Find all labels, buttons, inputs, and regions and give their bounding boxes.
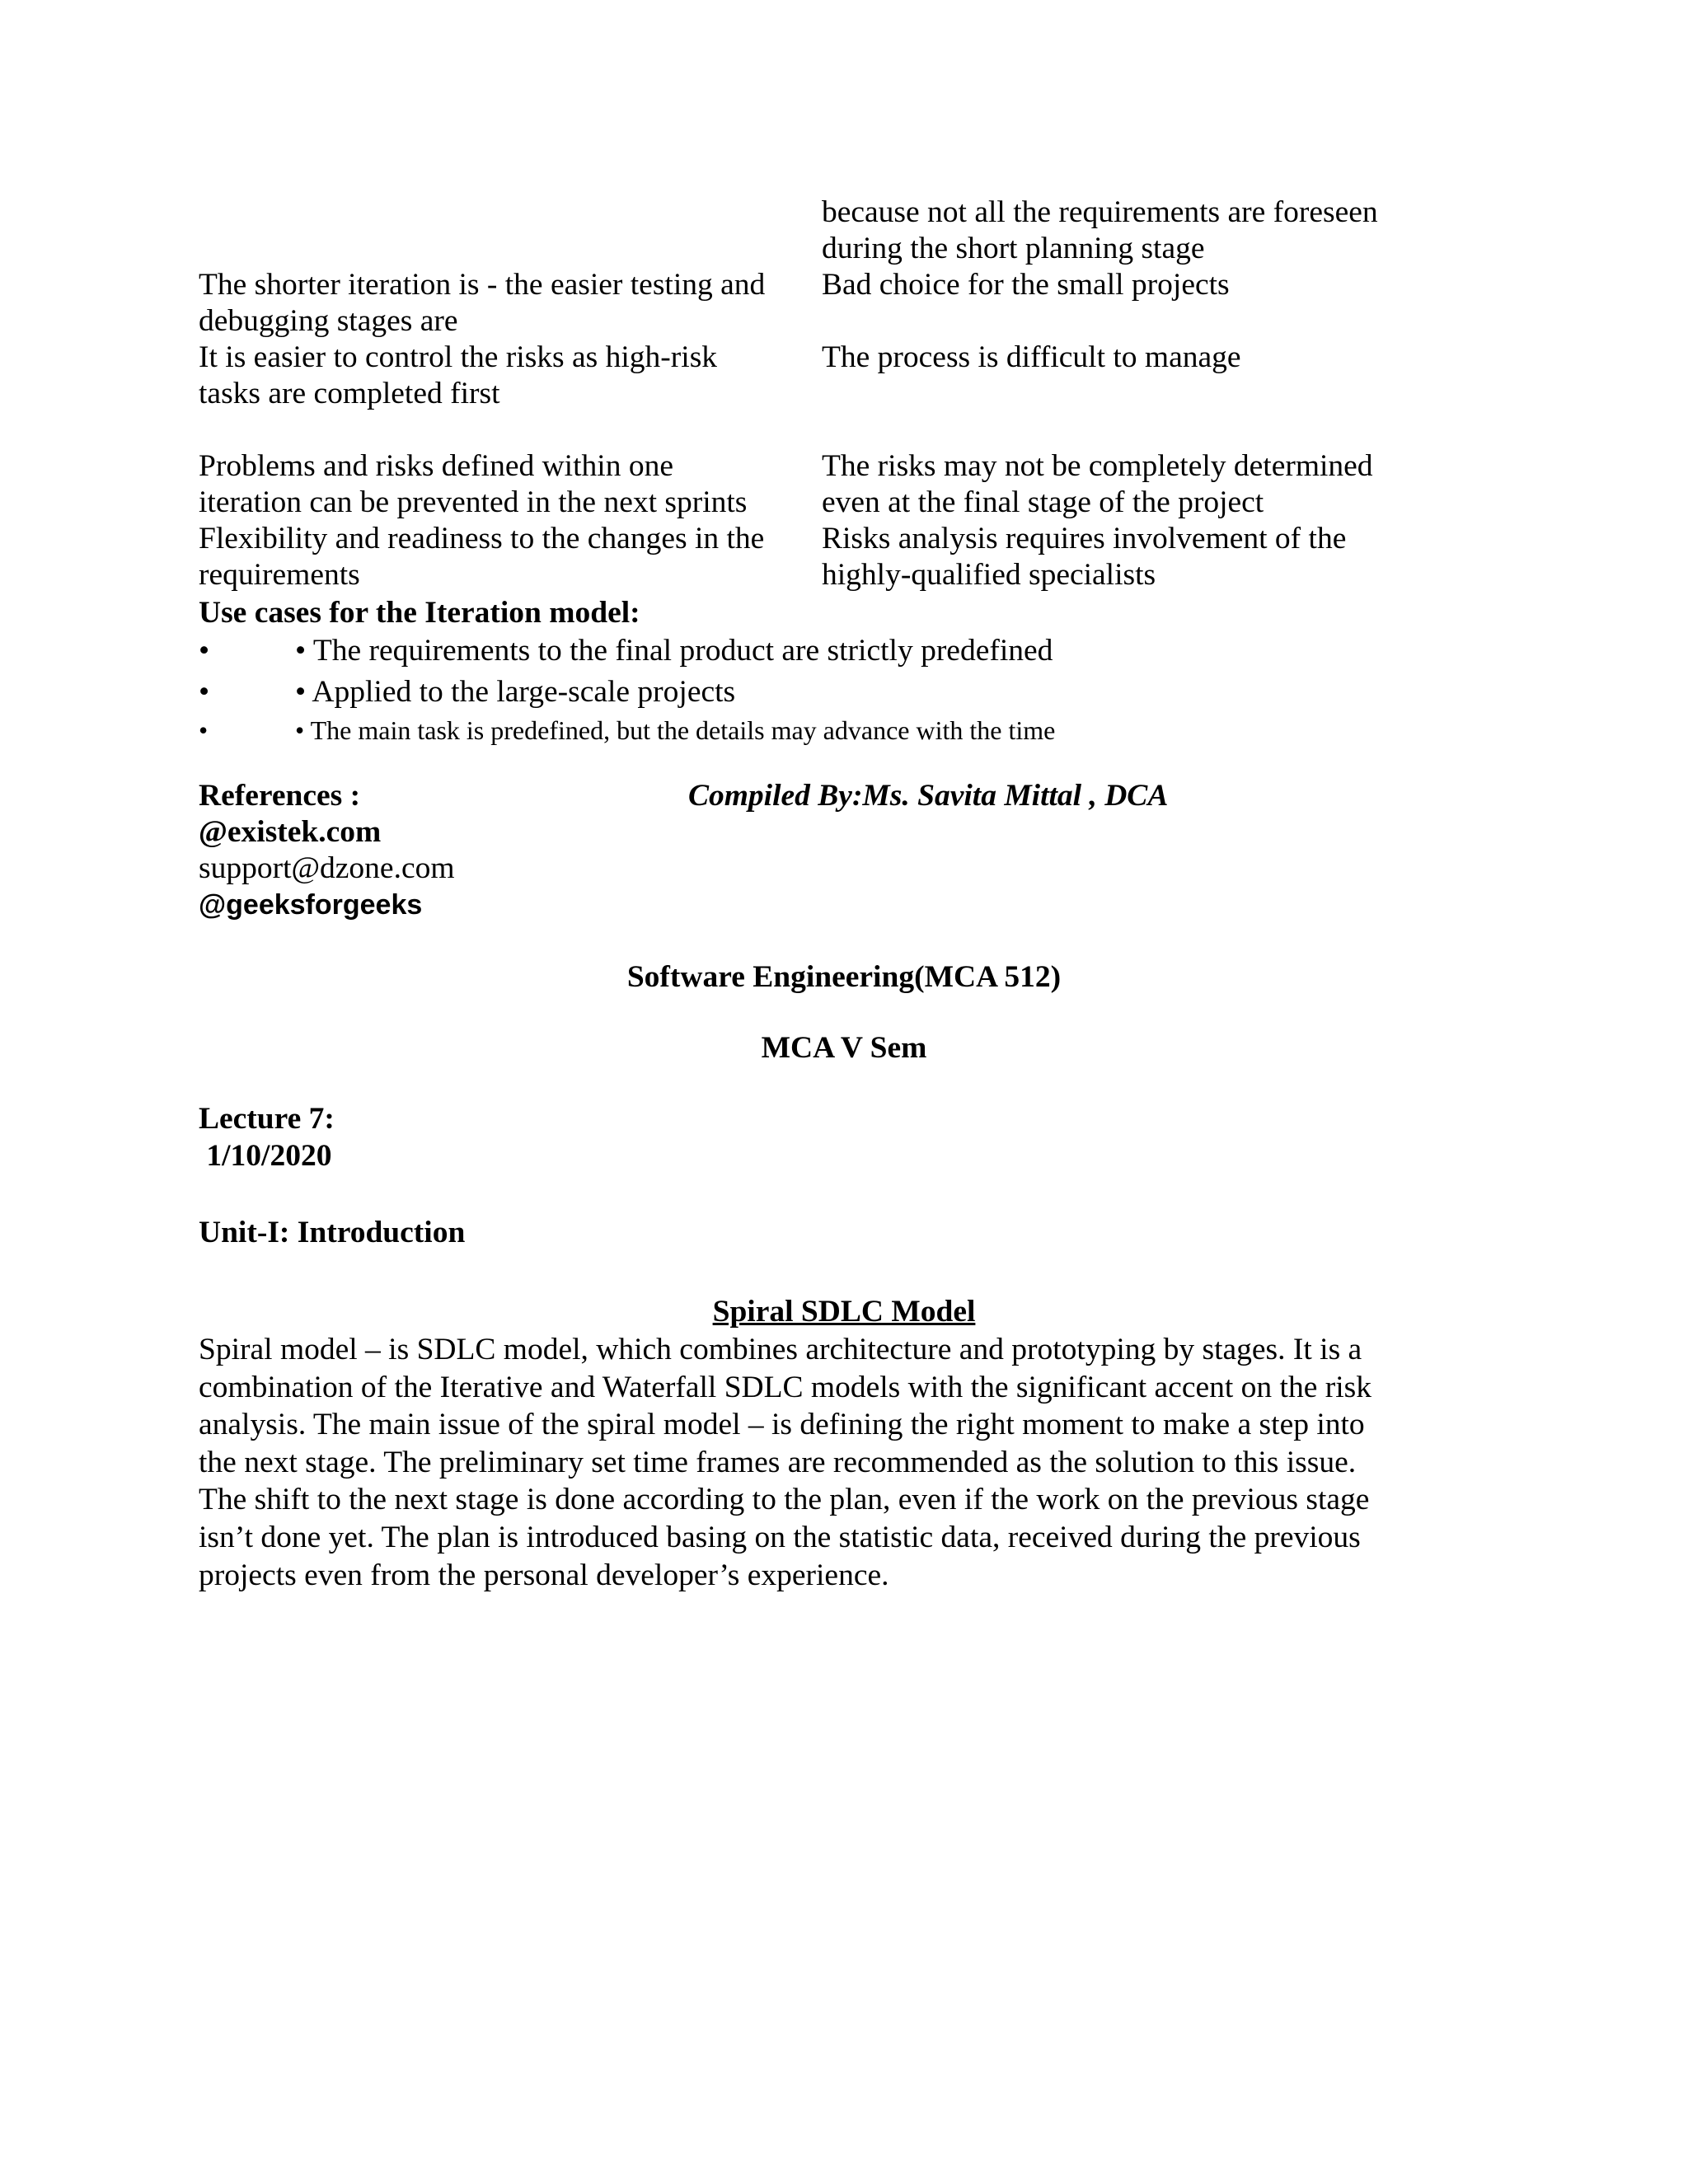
table-cell-line: even at the final stage of the project [822, 485, 1264, 519]
list-item: • The requirements to the final product are strictly predefined [295, 634, 1053, 668]
paragraph-line: analysis. The main issue of the spiral model – is defining the right moment to make a step into [199, 1408, 1365, 1442]
table-cell-line: Bad choice for the small projects [822, 268, 1230, 302]
use-cases-heading: Use cases for the Iteration model: [199, 596, 640, 630]
table-cell-line: Problems and risks defined within one [199, 449, 673, 483]
paragraph-line: The shift to the next stage is done according to the plan, even if the work on the previous stage [199, 1483, 1370, 1517]
table-cell-line: tasks are completed first [199, 377, 500, 410]
unit-title: Unit-I: Introduction [199, 1216, 466, 1249]
table-cell-line: The process is difficult to manage [822, 340, 1241, 374]
table-row [822, 521, 1448, 593]
reference-item: support@dzone.com [199, 851, 455, 885]
table-cell-line: requirements [199, 558, 360, 592]
table-cell-line: Risks analysis requires involvement of the [822, 522, 1347, 555]
table-row [822, 340, 1448, 376]
table-cell-line: The shorter iteration is - the easier testing and [199, 268, 766, 302]
list-bullet: • [199, 675, 210, 709]
lecture-date: 1/10/2020 [199, 1139, 332, 1173]
table-row [199, 267, 792, 340]
reference-item: @geeksforgeeks [199, 889, 423, 921]
table-cell-line: during the short planning stage [822, 232, 1205, 265]
table-row [822, 194, 1448, 267]
table-row [199, 521, 792, 593]
section-paragraph [199, 1331, 1501, 1594]
paragraph-line: isn’t done yet. The plan is introduced basing on the statistic data, received during the previous [199, 1520, 1361, 1554]
references-label: References : [199, 779, 361, 813]
course-title: Software Engineering(MCA 512) [626, 960, 1062, 994]
paragraph-line: projects even from the personal developer’s experience. [199, 1558, 889, 1592]
table-row [199, 448, 792, 521]
list-item: • Applied to the large-scale projects [295, 675, 736, 709]
table-row [199, 340, 792, 412]
table-row [822, 448, 1448, 521]
paragraph-line: Spiral model – is SDLC model, which combines architecture and prototyping by stages. It is a [199, 1333, 1362, 1366]
table-cell-line: The risks may not be completely determined [822, 449, 1373, 483]
lecture-label: Lecture 7: [199, 1102, 335, 1136]
course-semester: MCA V Sem [761, 1031, 927, 1065]
table-cell-line: debugging stages are [199, 304, 458, 338]
paragraph-line: combination of the Iterative and Waterfall SDLC models with the significant accent on the risk [199, 1370, 1372, 1404]
compiled-by: Compiled By:Ms. Savita Mittal , DCA [688, 779, 1169, 813]
section-title: Spiral SDLC Model [712, 1295, 976, 1329]
table-cell-line: because not all the requirements are foreseen [822, 195, 1378, 229]
reference-item: @existek.com [199, 815, 382, 849]
table-cell-line: iteration can be prevented in the next sprints [199, 485, 748, 519]
list-bullet: • [199, 715, 209, 745]
table-cell-line: It is easier to control the risks as high-risk [199, 340, 718, 374]
table-row [822, 267, 1448, 303]
table-cell-line: Flexibility and readiness to the changes in the [199, 522, 765, 555]
list-bullet: • [199, 634, 210, 668]
table-cell-line: highly-qualified specialists [822, 558, 1156, 592]
list-item: • The main task is predefined, but the details may advance with the time [295, 715, 1056, 745]
paragraph-line: the next stage. The preliminary set time frames are recommended as the solution to this issue. [199, 1445, 1357, 1479]
